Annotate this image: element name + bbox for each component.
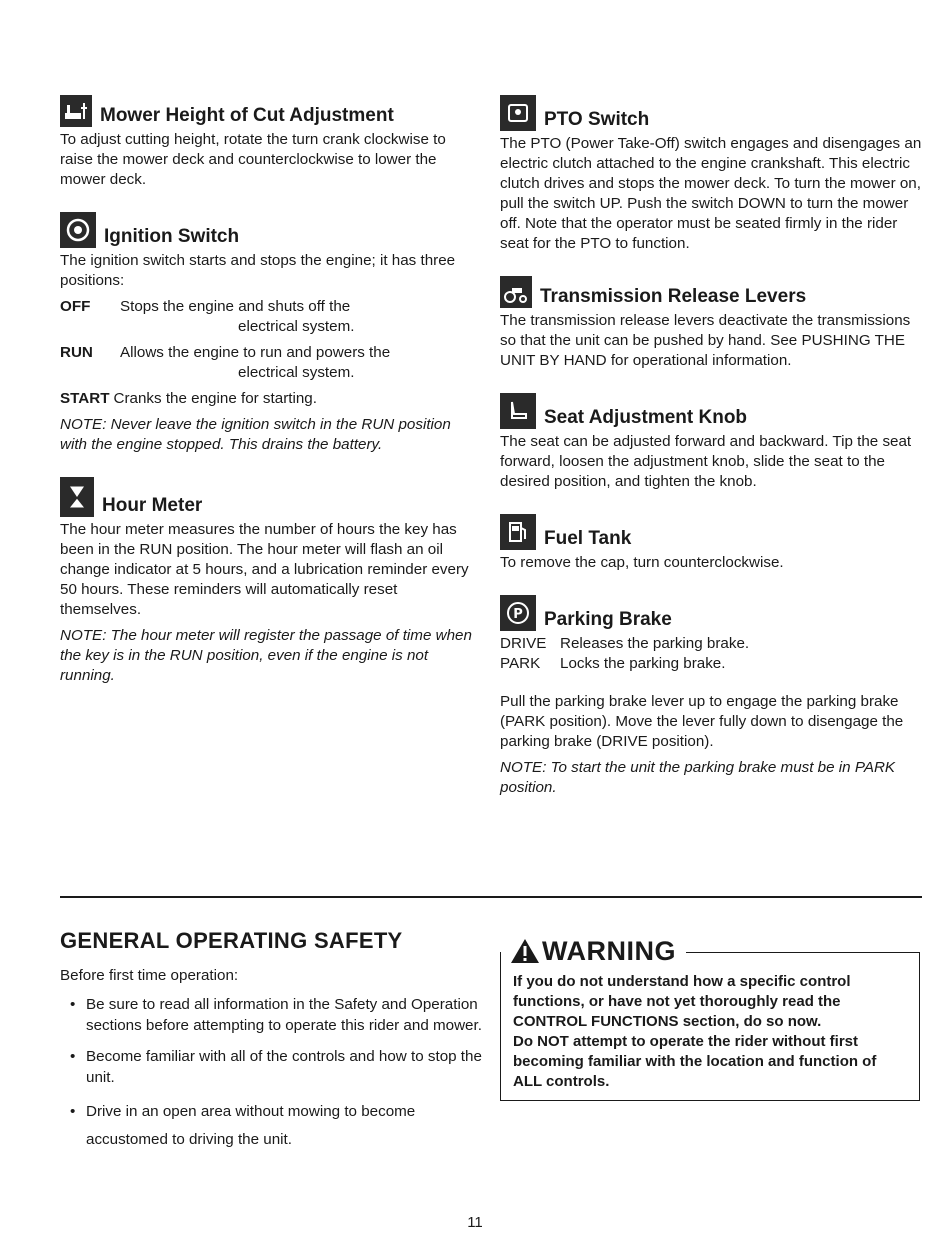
warning-text: If you do not understand how a specific control functions, or have not yet thoroughly read the CONTROL FUNCTIONS section, do so now.: [513, 973, 851, 1030]
position-desc: Allows the engine to run and powers the: [120, 344, 391, 361]
warning-box: [500, 952, 920, 1101]
section-title: PTO Switch: [544, 109, 650, 130]
brake-desc: Releases the parking brake.: [560, 635, 750, 652]
section-title: Hour Meter: [102, 495, 203, 516]
pto-section: [500, 95, 930, 254]
brake-park-row: [500, 654, 930, 674]
section-body: Pull the parking brake lever up to engage the parking brake (PARK position). Move the lever fully down to disengage the parking brake (DRIVE position).: [500, 693, 904, 750]
safety-intro: Before first time operation:: [60, 967, 239, 984]
warning-text: Do NOT attempt to operate the rider without first becoming familiar with the location and function of ALL controls.: [513, 1033, 877, 1090]
ignition-key-icon: [60, 212, 96, 248]
warning-triangle-icon: [510, 937, 540, 965]
section-note: NOTE: Never leave the ignition switch in the RUN position with the engine stopped. This drains the battery.: [60, 416, 451, 453]
list-item: • Drive in an open area without mowing to become accustomed to driving the unit.: [86, 1098, 500, 1154]
safety-title: GENERAL OPERATING SAFETY: [60, 928, 403, 953]
section-body: To remove the cap, turn counterclockwise.: [500, 554, 784, 571]
section-title: Transmission Release Levers: [540, 286, 807, 307]
hour-meter-section: [60, 477, 480, 686]
warning-panel: [500, 934, 920, 1101]
brake-key: PARK: [500, 655, 541, 672]
section-body: The transmission release levers deactivate the transmissions so that the unit can be pushed by hand. See PUSHING THE UNIT BY HAND for operational information.: [500, 312, 911, 369]
parking-brake-section: [500, 595, 930, 798]
left-column: [60, 95, 480, 708]
position-run: [60, 343, 480, 363]
section-body: The hour meter measures the number of hours the key has been in the RUN position. The hour meter will flash an oil change indicator at 5 hours, and a lubrication reminder every 50 hours. These reminders will automatically reset themselves.: [60, 521, 469, 618]
section-title: Parking Brake: [544, 609, 672, 630]
section-title: Ignition Switch: [104, 226, 240, 247]
section-body: The seat can be adjusted forward and backward. Tip the seat forward, loosen the adjustment knob, slide the seat to the desired position, and tighten the knob.: [500, 433, 912, 490]
right-column: [500, 95, 930, 820]
list-item: • Be sure to read all information in the Safety and Operation sections before attempting to operate this rider and mower.: [86, 994, 500, 1036]
position-off: [60, 297, 480, 317]
safety-list: [60, 994, 500, 1154]
seat-icon: [500, 393, 536, 429]
section-title: Fuel Tank: [544, 528, 632, 549]
section-title: Seat Adjustment Knob: [544, 407, 748, 428]
mower-height-icon: [60, 95, 92, 127]
general-safety-section: [60, 928, 500, 1164]
brake-desc: Locks the parking brake.: [560, 655, 726, 672]
section-note: NOTE: The hour meter will register the passage of time when the key is in the RUN position, even if the engine is not running.: [60, 627, 472, 684]
fuel-pump-icon: [500, 514, 536, 550]
section-body: The ignition switch starts and stops the engine; it has three positions:: [60, 252, 456, 289]
position-start: [60, 389, 480, 409]
warning-rule: [686, 952, 920, 953]
fuel-section: [500, 514, 930, 573]
brake-drive-row: [500, 634, 930, 654]
ignition-section: [60, 212, 480, 455]
position-desc-cont: electrical system.: [238, 364, 355, 381]
position-desc-cont: electrical system.: [238, 318, 355, 335]
position-desc: Cranks the engine for starting.: [113, 390, 317, 407]
section-title: Mower Height of Cut Adjustment: [100, 105, 394, 126]
list-item: • Become familiar with all of the controls and how to stop the unit.: [86, 1046, 500, 1088]
pto-icon: [500, 95, 536, 131]
position-desc: Stops the engine and shuts off the: [120, 298, 351, 315]
position-key: START: [60, 390, 110, 407]
section-note: NOTE: To start the unit the parking brake must be in PARK position.: [500, 759, 896, 796]
position-key: OFF: [60, 298, 91, 315]
svg-text:P: P: [513, 607, 523, 622]
warning-title: WARNING: [542, 936, 676, 966]
position-key: RUN: [60, 344, 93, 361]
mower-height-section: [60, 95, 480, 190]
seat-section: [500, 393, 930, 492]
tractor-icon: [500, 276, 532, 308]
transmission-section: [500, 276, 930, 371]
page-number: 11: [467, 1214, 483, 1231]
brake-key: DRIVE: [500, 635, 547, 652]
section-body: To adjust cutting height, rotate the turn crank clockwise to raise the mower deck and counterclockwise to lower the mower deck.: [60, 131, 446, 188]
section-body: The PTO (Power Take-Off) switch engages and disengages an electric clutch attached to the engine crankshaft. This electric clutch drives and stops the mower deck. To turn the mower on, pull the switch UP. Push the switch DOWN to turn the mower off. Note that the operator must be seated firmly in the rider seat for the PTO to function.: [500, 135, 922, 252]
section-divider: [60, 896, 922, 898]
hourglass-icon: [60, 477, 94, 517]
parking-brake-icon: [500, 595, 536, 631]
